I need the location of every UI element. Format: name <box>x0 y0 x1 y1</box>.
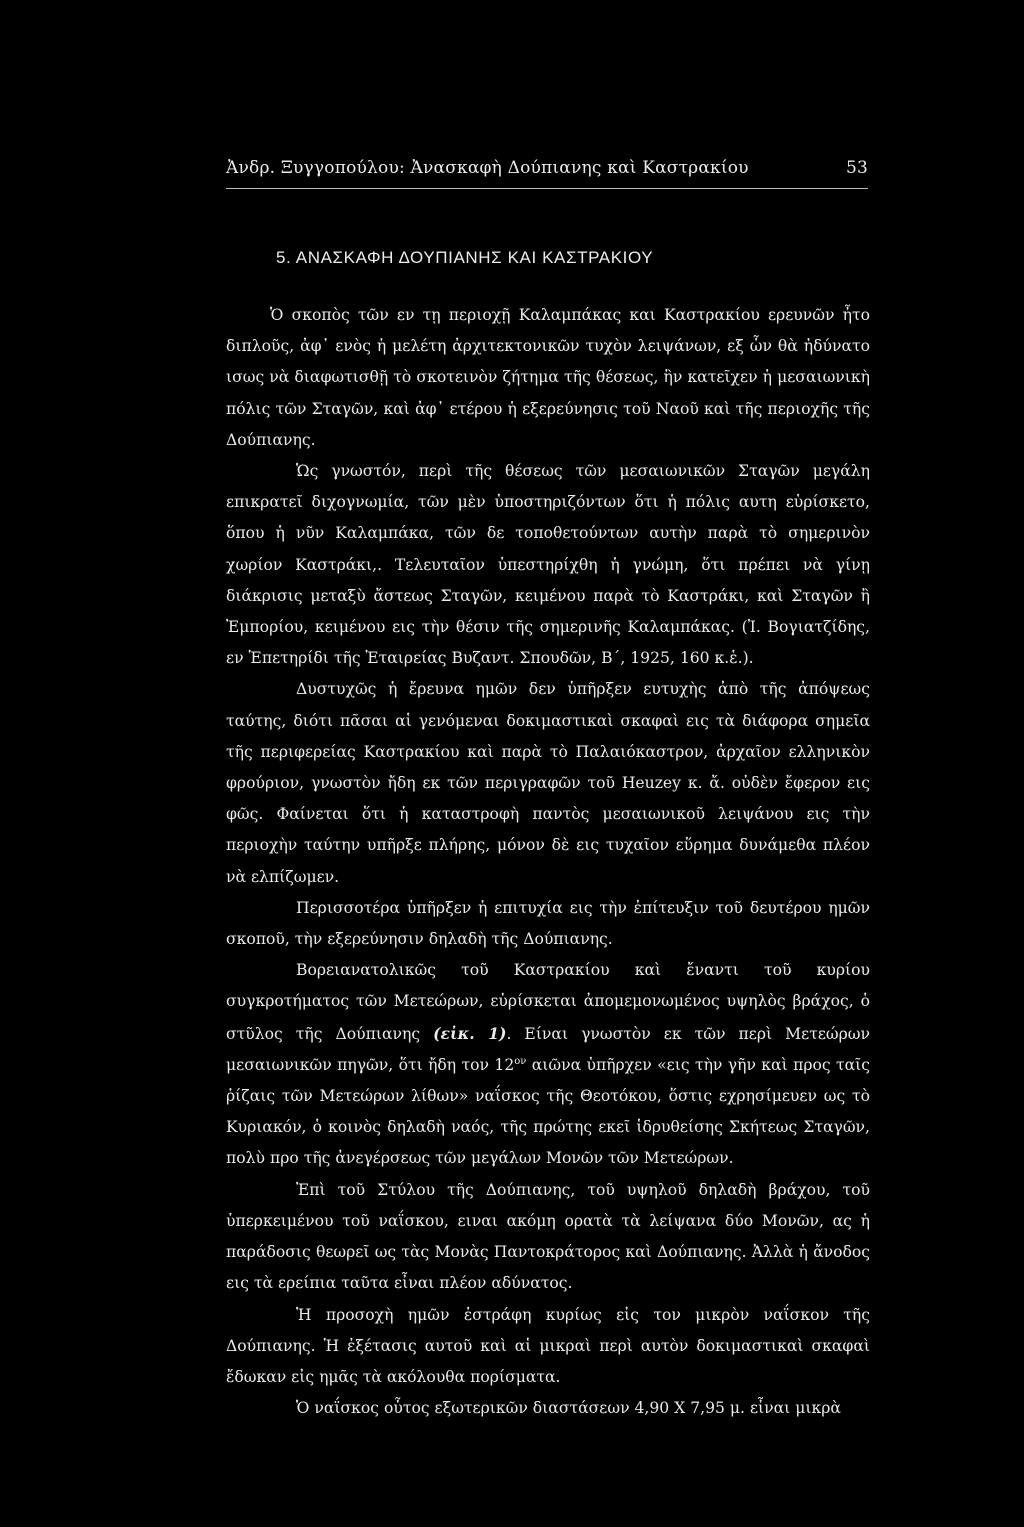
paragraph-5-text-b: . Είναι γνωστὸν εκ τῶν περὶ Μετεώρων μεσαιωνικῶν πηγῶν, ὅτι ἤδη τον 12 <box>226 1024 870 1074</box>
paragraph-1: Ὁ σκοπὸς τῶν εν τῃ περιοχῇ Καλαμπάκας και Καστρακίου ερευνῶν ἦτο διπλοῦς, ἀφ᾽ ενὸς ἡ μελέτη ἀρχιτεκτονικῶν τυχὸν λειψάνων, εξ ὧν θὰ ἠδύνατο ισως νὰ διαφωτισθῇ τὸ σκοτεινὸν ζήτημα τῆς θέσεως, ἣν κατεῖχεν ἡ μεσαιωνικὴ πόλις τῶν Σταγῶν, καὶ ἀφ᾽ ετέρου ἡ εξερεύνησις τοῦ Ναοῦ καὶ τῆς περιοχῆς τῆς Δούπιανης. <box>226 306 870 449</box>
figure-reference: (εἰκ. 1) <box>433 1023 507 1043</box>
superscript-ordinal: ον <box>514 1055 527 1067</box>
paragraph-7: Ἡ προσοχὴ ημῶν ἐστράφη κυρίως εἰς τον μικρὸν ναΐσκον τῆς Δούπιανης. Ἡ ἐξέτασις αυτοῦ καὶ αἱ μικραὶ περὶ αυτὸν δοκιμαστικαὶ σκαφαὶ ἔδωκαν εἰς ημᾶς τὰ ακόλουθα πορίσματα. <box>226 1305 870 1386</box>
running-header <box>226 158 868 178</box>
paragraph-6: Ἐπὶ τοῦ Στύλου τῆς Δούπιανης, τοῦ υψηλοῦ δηλαδὴ βράχου, τοῦ ὑπερκειμένου τοῦ ναΐσκου, ειναι ακόμη ορατὰ τὰ λείψανα δύο Μονῶν, ας ἡ παράδοσις θεωρεῖ ως τὰς Μονὰς Παντοκράτορος καὶ Δούπιανης. Ἀλλὰ ἡ ἄνοδος εις τὰ ερείπια ταῦτα εἶναι πλέον αδύνατος. <box>226 1180 870 1293</box>
header-rule <box>226 188 868 189</box>
paragraph-8: Ὁ ναΐσκος οὗτος εξωτερικῶν διαστάσεων 4,90 X 7,95 μ. εἶναι μικρὰ <box>296 1399 841 1418</box>
paragraph-5-text-c: αιῶνα ὑπῆρχεν «εις τὴν γῆν καὶ προς ταῖς ῥίζαις τῶν Μετεώρων λίθων» ναΐσκος τῆς Θεοτόκου, ὅστις εχρησίμευεν ως τὸ Κυριακόν, ὁ κοινὸς δηλαδὴ ναός, τῆς πρώτης εκεῖ ἱδρυθείσης Σκήτεως Σταγῶν, πολὺ προ τῆς ἀνεγέρσεως τῶν μεγάλων Μονῶν τῶν Μετεώρων. <box>226 1055 870 1168</box>
paragraph-4: Περισσοτέρα ὑπῆρξεν ἡ επιτυχία εις τὴν ἐπίτευξιν τοῦ δευτέρου ημῶν σκοποῦ, τὴν εξερεύνησιν δηλαδὴ τῆς Δούπιανης. <box>226 898 870 949</box>
paragraph-3: Δυστυχῶς ἡ ἔρευνα ημῶν δεν ὑπῆρξεν ευτυχὴς ἀπὸ τῆς ἀπόψεως ταύτης, διότι πᾶσαι αἱ γενόμεναι δοκιμαστικαὶ σκαφαὶ εις τὰ διάφορα σημεῖα τῆς περιφερείας Καστρακίου καὶ παρὰ τὸ Παλαιόκαστρον, ἀρχαῖον ελληνικὸν φρούριον, γνωστὸν ἤδη εκ τῶν περιγραφῶν τοῦ Heuzey κ. ἄ. οὐδὲν ἔφερον εις φῶς. Φαίνεται ὅτι ἡ καταστροφὴ παντὸς μεσαιωνικοῦ λειψάνου εις τὴν περιοχὴν ταύτην υπῆρξε πλήρης, μόνον δὲ εις τυχαῖον εὕρημα δυνάμεθα πλέον νὰ ελπίζωμεν. <box>226 680 870 886</box>
body-text <box>226 300 870 1424</box>
page-number: 53 <box>845 158 868 178</box>
section-heading: 5. ΑΝΑΣΚΑΦΗ ΔΟΥΠΙΑΝΗΣ ΚΑΙ ΚΑΣΤΡΑΚΙΟΥ <box>276 248 654 267</box>
paragraph-5 <box>226 955 870 1174</box>
paragraph-2: Ὡς γνωστόν, περὶ τῆς θέσεως τῶν μεσαιωνικῶν Σταγῶν μεγάλη επικρατεῖ διχογνωμία, τῶν μὲν ὑποστηριζόντων ὅτι ἡ πόλις αυτη εὑρίσκετο, ὅπου ἡ νῦν Καλαμπάκα, τῶν δε τοποθετούντων αυτὴν παρὰ τὸ σημερινὸν χωρίον Καστράκι,. Τελευταῖον ὑπεστηρίχθη ἡ γνώμη, ὅτι πρέπει νὰ γίνῃ διάκρισις μεταξὺ ἄστεως Σταγῶν, κειμένου παρὰ τὸ Καστράκι, καὶ Σταγῶν ἢ Ἐμπορίου, κειμένου εις τὴν θέσιν τῆς σημερινῆς Καλαμπάκας. (Ἰ. Βογιατζίδης, εν Ἐπετηρίδι τῆς Ἑταιρείας Βυζαντ. Σπουδῶν, Β΄, 1925, 160 κ.ἑ.). <box>226 462 870 668</box>
running-title: Ἀνδρ. Ξυγγοπούλου: Ἀνασκαφὴ Δούπιανης καὶ Καστρακίου <box>226 158 749 178</box>
paragraph-5-text-a: Βορειανατολικῶς τοῦ Καστρακίου καὶ ἔναντι τοῦ κυρίου συγκροτήματος τῶν Μετεώρων, εὑρίσκεται ἀπομεμονωμένος υψηλὸς βράχος, ὁ στῦλος τῆς Δούπιανης <box>226 961 870 1043</box>
